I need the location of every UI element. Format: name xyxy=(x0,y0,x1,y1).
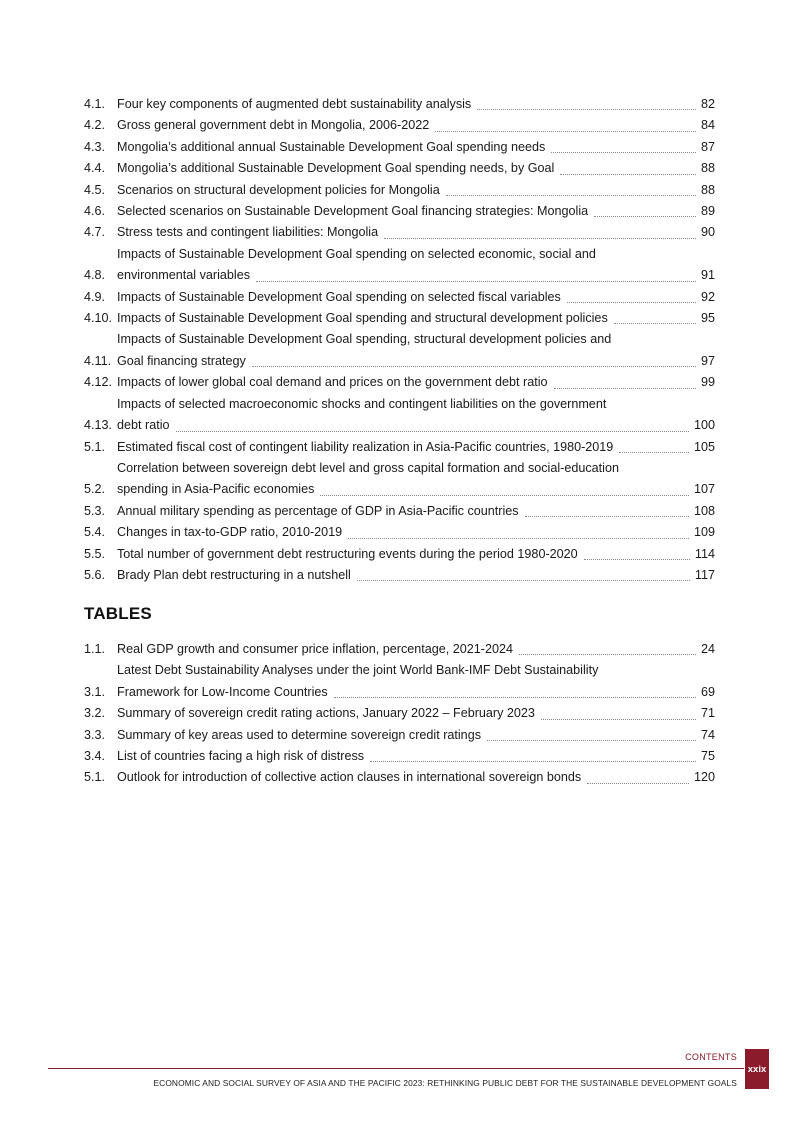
footer-divider xyxy=(48,1068,744,1069)
figure-number: 5.2. xyxy=(84,482,106,497)
dot-leader xyxy=(525,516,689,517)
dot-leader xyxy=(614,323,696,324)
dot-leader xyxy=(560,174,696,175)
figure-title: Correlation between sovereign debt level and gross capital formation and social-education xyxy=(117,460,619,475)
figure-page-number: 107 xyxy=(693,482,715,497)
dot-leader xyxy=(587,783,689,784)
table-number: 3.3. xyxy=(84,727,106,742)
page-number: xxix xyxy=(747,1063,767,1075)
dot-leader xyxy=(252,366,696,367)
dot-leader xyxy=(384,238,696,239)
dot-leader xyxy=(519,654,696,655)
figure-title: Mongolia’s additional annual Sustainable Development Goal spending needs xyxy=(117,139,546,154)
table-title: List of countries facing a high risk of distress xyxy=(117,749,365,764)
figure-page-number: 88 xyxy=(700,182,715,197)
dot-leader xyxy=(619,452,689,453)
figure-number: 4.2. xyxy=(84,118,106,133)
figure-number: 4.6. xyxy=(84,204,106,219)
table-page-number: 69 xyxy=(700,684,715,699)
figure-title: Stress tests and contingent liabilities: Mongolia xyxy=(117,225,379,240)
figure-entry[interactable] xyxy=(84,201,715,222)
figure-number: 5.3. xyxy=(84,503,106,518)
figure-title: Annual military spending as percentage of GDP in Asia-Pacific countries xyxy=(117,503,519,518)
figure-entry[interactable] xyxy=(84,522,715,543)
figure-number: 4.11. xyxy=(84,353,112,368)
figure-title: Scenarios on structural development policies for Mongolia xyxy=(117,182,440,197)
dot-leader xyxy=(334,697,696,698)
figure-title: Brady Plan debt restructuring in a nutshell xyxy=(117,567,351,582)
dot-leader xyxy=(554,388,696,389)
contents-link[interactable]: CONTENTS xyxy=(685,1052,737,1062)
figure-title: Mongolia’s additional Sustainable Development Goal spending needs, by Goal xyxy=(117,161,555,176)
figure-entry[interactable] xyxy=(84,437,715,458)
figure-page-number: 88 xyxy=(700,161,715,176)
figure-entry[interactable] xyxy=(84,544,715,565)
figure-page-number: 105 xyxy=(693,439,715,454)
page-number-tab xyxy=(745,1049,769,1089)
figure-title: Goal financing strategy xyxy=(117,353,246,368)
figure-number: 4.1. xyxy=(84,97,106,111)
figure-title: Impacts of lower global coal demand and prices on the government debt ratio xyxy=(117,375,548,390)
figure-entry[interactable] xyxy=(84,180,715,201)
figure-number: 4.4. xyxy=(84,161,106,176)
figure-number: 4.3. xyxy=(84,139,106,154)
figure-page-number: 108 xyxy=(693,503,715,518)
dot-leader xyxy=(446,195,696,196)
table-page-number: 74 xyxy=(700,727,715,742)
figure-title: Selected scenarios on Sustainable Development Goal financing strategies: Mongolia xyxy=(117,204,589,219)
figure-page-number: 89 xyxy=(700,204,715,219)
dot-leader xyxy=(348,538,689,539)
figure-title: Impacts of Sustainable Development Goal spending on selected fiscal variables xyxy=(117,289,561,304)
figure-title: Impacts of Sustainable Development Goal spending on selected economic, social and xyxy=(117,246,596,261)
table-page-number: 75 xyxy=(700,749,715,764)
figure-page-number: 95 xyxy=(700,311,715,326)
table-entry[interactable] xyxy=(84,703,715,724)
dot-leader xyxy=(256,281,696,282)
dot-leader xyxy=(477,109,696,110)
dot-leader xyxy=(487,740,696,741)
dot-leader xyxy=(370,761,696,762)
dot-leader xyxy=(435,131,696,132)
table-title: Framework for Low-Income Countries xyxy=(117,684,328,699)
table-title: Outlook for introduction of collective action clauses in international sovereign bonds xyxy=(117,770,582,785)
figure-page-number: 91 xyxy=(700,268,715,283)
table-entry[interactable] xyxy=(84,639,715,660)
figure-entry[interactable] xyxy=(84,458,715,501)
dot-leader xyxy=(541,719,696,720)
figure-entry[interactable] xyxy=(84,394,715,437)
figure-title: spending in Asia-Pacific economies xyxy=(117,482,315,497)
figure-title: Impacts of Sustainable Development Goal spending and structural development policies xyxy=(117,311,608,326)
figure-page-number: 99 xyxy=(700,375,715,390)
figure-number: 5.5. xyxy=(84,546,106,561)
figure-page-number: 117 xyxy=(694,567,715,582)
figure-page-number: 87 xyxy=(700,139,715,154)
dot-leader xyxy=(320,495,689,496)
figure-entry[interactable] xyxy=(84,115,715,136)
figure-entry[interactable] xyxy=(84,244,715,287)
figure-page-number: 92 xyxy=(700,289,715,304)
tables-list xyxy=(84,639,715,789)
table-number: 3.2. xyxy=(84,706,106,721)
table-title: Latest Debt Sustainability Analyses under the joint World Bank-IMF Debt Sustainability xyxy=(117,663,599,678)
figure-title: Impacts of Sustainable Development Goal spending, structural development policies and xyxy=(117,332,612,347)
table-number: 3.1. xyxy=(84,684,106,699)
figure-number: 4.13. xyxy=(84,418,113,433)
table-entry[interactable] xyxy=(84,660,715,703)
dot-leader xyxy=(176,431,689,432)
figure-title: Gross general government debt in Mongolia, 2006-2022 xyxy=(117,118,430,133)
table-title: Summary of key areas used to determine sovereign credit ratings xyxy=(117,727,481,742)
figure-title: Changes in tax-to-GDP ratio, 2010-2019 xyxy=(117,525,343,540)
tables-heading: TABLES xyxy=(84,604,152,623)
figure-entry[interactable] xyxy=(84,94,715,115)
figure-page-number: 100 xyxy=(693,418,715,433)
figure-page-number: 84 xyxy=(700,118,715,133)
dot-leader xyxy=(594,216,696,217)
table-page-number: 120 xyxy=(693,770,715,785)
figure-number: 4.8. xyxy=(84,268,106,283)
figure-page-number: 97 xyxy=(700,353,715,368)
figure-entry[interactable] xyxy=(84,501,715,522)
figure-entry[interactable] xyxy=(84,137,715,158)
table-page-number: 71 xyxy=(700,706,715,721)
dot-leader xyxy=(567,302,696,303)
table-title: Real GDP growth and consumer price inflation, percentage, 2021-2024 xyxy=(117,642,514,656)
figure-entry[interactable] xyxy=(84,287,715,308)
table-title: Summary of sovereign credit rating actions, January 2022 – February 2023 xyxy=(117,706,535,721)
dot-leader xyxy=(584,559,690,560)
figure-number: 5.1. xyxy=(84,439,106,454)
figure-number: 4.7. xyxy=(84,225,106,240)
dot-leader xyxy=(551,152,696,153)
figure-entry[interactable] xyxy=(84,308,715,329)
figure-number: 4.12. xyxy=(84,375,113,390)
figure-title: Total number of government debt restructuring events during the period 1980-2020 xyxy=(117,546,578,561)
figures-list xyxy=(84,94,715,586)
table-entry[interactable] xyxy=(84,746,715,767)
figure-number: 4.10. xyxy=(84,311,113,326)
figure-entry[interactable] xyxy=(84,372,715,393)
table-page-number: 24 xyxy=(700,642,715,656)
table-number: 1.1. xyxy=(84,642,106,656)
figure-page-number: 82 xyxy=(700,97,715,111)
table-number: 5.1. xyxy=(84,770,106,785)
figure-entry[interactable] xyxy=(84,222,715,243)
figure-entry[interactable] xyxy=(84,565,715,586)
publication-title: ECONOMIC AND SOCIAL SURVEY OF ASIA AND THE PACIFIC 2023: RETHINKING PUBLIC DEBT FOR THE SUSTAINABLE DEVELOPMENT GOALS xyxy=(153,1078,737,1088)
figure-number: 4.5. xyxy=(84,182,106,197)
figure-title: debt ratio xyxy=(117,418,170,433)
figure-page-number: 109 xyxy=(693,525,715,540)
figure-entry[interactable] xyxy=(84,329,715,372)
figure-title: Four key components of augmented debt sustainability analysis xyxy=(117,97,472,111)
figure-entry[interactable] xyxy=(84,158,715,179)
figure-title: environmental variables xyxy=(117,268,251,283)
dot-leader xyxy=(357,580,690,581)
figure-number: 5.4. xyxy=(84,525,106,540)
figure-number: 5.6. xyxy=(84,567,106,582)
table-number: 3.4. xyxy=(84,749,106,764)
table-entry[interactable] xyxy=(84,767,715,788)
figure-page-number: 90 xyxy=(700,225,715,240)
figure-page-number: 114 xyxy=(694,546,715,561)
figure-title: Estimated fiscal cost of contingent liability realization in Asia-Pacific countries, 1980-2019 xyxy=(117,439,614,454)
table-entry[interactable] xyxy=(84,725,715,746)
figure-number: 4.9. xyxy=(84,289,106,304)
figure-title: Impacts of selected macroeconomic shocks and contingent liabilities on the government xyxy=(117,396,607,411)
